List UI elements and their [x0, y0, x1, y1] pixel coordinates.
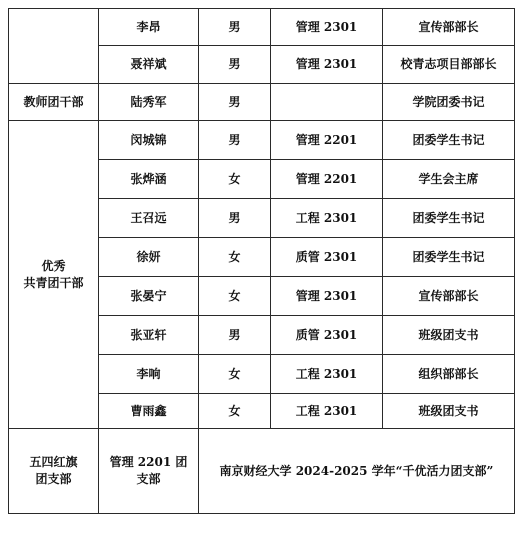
position-cell: 学院团委书记: [383, 84, 515, 121]
gender-cell: 男: [199, 46, 271, 84]
category-line: 团支部: [35, 472, 72, 486]
table-row: [9, 9, 515, 46]
gender-cell: 女: [199, 238, 271, 277]
position-cell: 组织部部长: [383, 355, 515, 394]
branch-row: [9, 429, 515, 514]
teacher-category-cell: 教师团干部: [9, 84, 99, 121]
gender-cell: 女: [199, 355, 271, 394]
name-cell: 徐妍: [99, 238, 199, 277]
gender-cell: 男: [199, 84, 271, 121]
gender-cell: 男: [199, 121, 271, 160]
table-row: [9, 121, 515, 160]
name-cell: 张亚轩: [99, 316, 199, 355]
position-cell: 宣传部部长: [383, 9, 515, 46]
class-cell: 质管 2301: [271, 238, 383, 277]
category-line: 共青团干部: [23, 275, 84, 290]
class-cell: 工程 2301: [271, 355, 383, 394]
excellent-category-cell: [9, 121, 99, 429]
class-cell: 管理 2301: [271, 46, 383, 84]
name-cell: 闵城锦: [99, 121, 199, 160]
class-cell: 工程 2301: [271, 199, 383, 238]
class-cell: 管理 2201: [271, 121, 383, 160]
gender-cell: 女: [199, 160, 271, 199]
position-cell: 校青志项目部部长: [383, 46, 515, 84]
category-cell-empty: [9, 9, 99, 84]
gender-cell: 女: [199, 394, 271, 429]
branch-name-cell: [99, 429, 199, 514]
position-cell: 团委学生书记: [383, 238, 515, 277]
name-cell: 聂祥斌: [99, 46, 199, 84]
class-cell: 管理 2301: [271, 277, 383, 316]
name-cell: 曹雨鑫: [99, 394, 199, 429]
class-cell: 管理 2201: [271, 160, 383, 199]
name-cell: 李昂: [99, 9, 199, 46]
position-cell: 班级团支书: [383, 394, 515, 429]
name-cell: 张烨涵: [99, 160, 199, 199]
name-cell: 王召远: [99, 199, 199, 238]
category-line: 优秀: [41, 258, 66, 273]
class-cell: 工程 2301: [271, 394, 383, 429]
class-cell: [271, 84, 383, 121]
name-cell: 李响: [99, 355, 199, 394]
position-cell: 团委学生书记: [383, 121, 515, 160]
gender-cell: 男: [199, 9, 271, 46]
category-line: 五四红旗: [29, 455, 78, 469]
branch-name-line: 支部: [136, 472, 161, 486]
gender-cell: 女: [199, 277, 271, 316]
branch-name-line: 管理 2201 团: [109, 455, 188, 469]
branch-honor-cell: 南京财经大学 2024-2025 学年“千优活力团支部”: [199, 429, 515, 514]
name-cell: 陆秀军: [99, 84, 199, 121]
position-cell: 宣传部部长: [383, 277, 515, 316]
name-cell: 张晏宁: [99, 277, 199, 316]
award-list-table: [8, 8, 515, 514]
gender-cell: 男: [199, 199, 271, 238]
class-cell: 质管 2301: [271, 316, 383, 355]
position-cell: 学生会主席: [383, 160, 515, 199]
branch-category-cell: [9, 429, 99, 514]
position-cell: 团委学生书记: [383, 199, 515, 238]
teacher-row: [9, 84, 515, 121]
class-cell: 管理 2301: [271, 9, 383, 46]
gender-cell: 男: [199, 316, 271, 355]
position-cell: 班级团支书: [383, 316, 515, 355]
